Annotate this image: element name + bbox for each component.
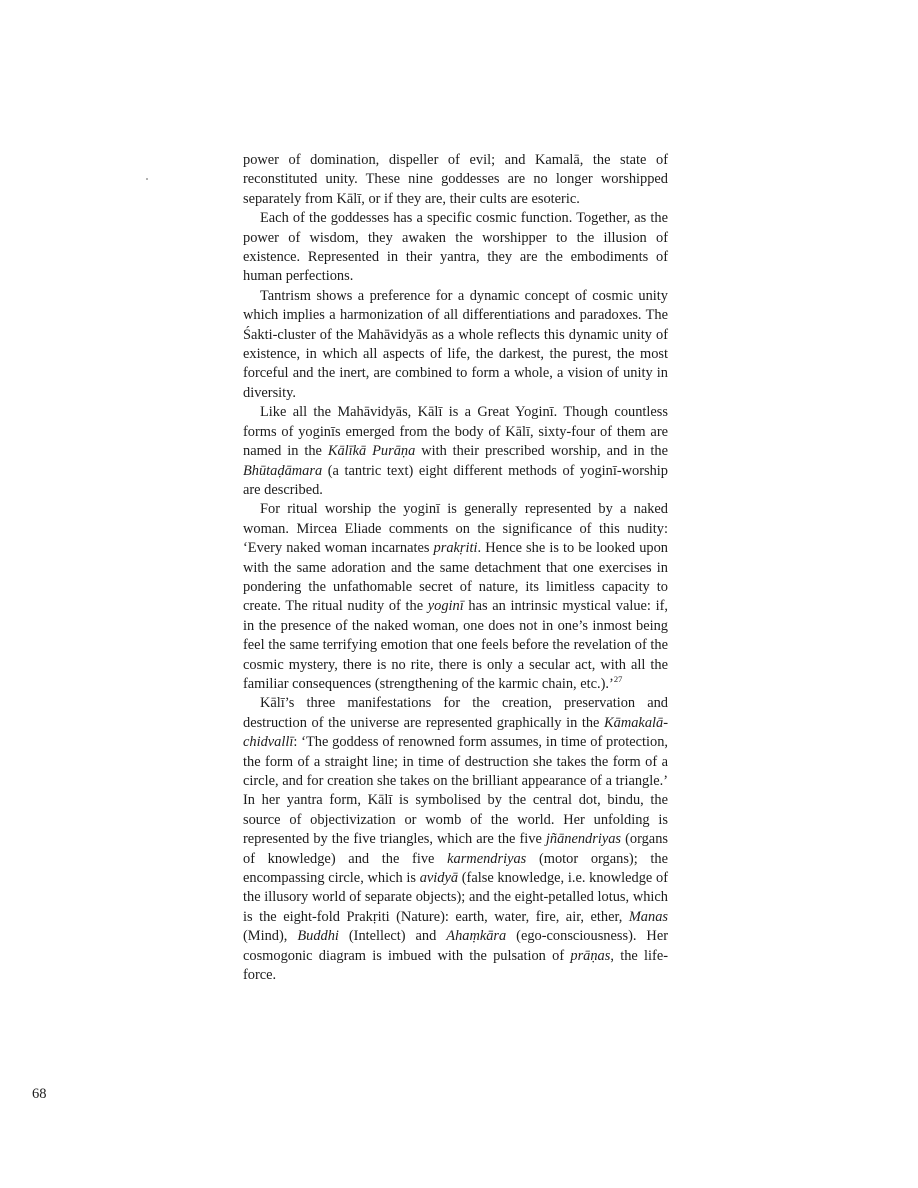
text-run: (organs of knowledge) and the five <box>243 831 668 867</box>
italic-term: avidyā <box>419 870 459 887</box>
text-run: Tantrism shows a preference for a dynamic concept of cosmic unity which implies a harmonization of all differentiations and paradoxes. The Śakti-cluster of the Mahāvidyās as a whole reflects this dynamic unity of existence, in which all aspects of life, the darkest, the purest, the most forceful and the inert, are combined to form a whole, a vision of unity in diversity. <box>243 287 668 401</box>
text-run: . Hence she is to be looked upon with the same adoration and the same detachment that one exercises in pondering the unfathomable secret of nature, its limitless capacity to create. The ritual nudity of the <box>243 540 668 615</box>
paragraph <box>243 694 668 985</box>
text-run: , the life-force. <box>243 947 669 984</box>
italic-term: Manas <box>628 908 668 925</box>
text-run: : ‘The goddess of renowned form assumes, in time of protection, the form of a straight line; in time of destruction she takes the form of a circle, and for creation she takes on the brilliant appearance of a triangle.’ In her yantra form, Kālī is symbolised by the central dot, bindu, the source of objectivization or womb of the world. Her unfolding is represented by the five triangles, which are the five <box>243 734 668 848</box>
italic-term: prakṛiti <box>433 540 478 557</box>
body-text <box>243 151 668 985</box>
text-run: Kālī’s three manifestations for the creation, preservation and destruction of the universe are represented graphically in the <box>243 695 668 731</box>
paragraph <box>243 209 668 287</box>
paragraph <box>243 151 668 209</box>
text-run: (Intellect) and <box>338 928 447 945</box>
text-run: has an intrinsic mystical value: if, in the presence of the naked woman, one does not in one’s inmost being feel the same terrifying emotion that one feels before the revelation of the cosmic mystery, there is no rite, there is only a secular act, with all the familiar consequences (strengthening of the karmic chain, etc.).’ <box>243 598 668 692</box>
text-run: For ritual worship the yoginī is generally represented by a naked woman. Mircea Eliade comments on the significance of this nudity: ‘Every naked woman incarnates <box>243 501 668 557</box>
italic-term: prāṇas <box>570 947 611 964</box>
text-run: (a tantric text) eight different methods of yoginī-worship are described. <box>243 462 668 498</box>
text-run: (ego-consciousness). Her cosmogonic diagram is imbued with the pulsation of <box>243 928 668 964</box>
scan-speck <box>146 178 148 180</box>
italic-term: jñānendriyas <box>545 831 622 848</box>
italic-term: Bhūtaḍāmara <box>243 462 323 479</box>
italic-term: Kālīkā Purāṇa <box>327 443 416 460</box>
page-number: 68 <box>32 1086 47 1102</box>
text-run: (false knowledge, i.e. knowledge of the illusory world of separate objects); and the eight-petalled lotus, which is the eight-fold Prakṛiti (Nature): earth, water, fire, air, ether, <box>243 870 668 925</box>
text-run: (motor organs); the encompassing circle, which is <box>243 850 668 887</box>
footnote-ref: 27 <box>613 674 623 685</box>
text-run: (Mind), <box>243 928 298 945</box>
text-run: power of domination, dispeller of evil; and Kamalā, the state of reconstituted unity. These nine goddesses are no longer worshipped separately from Kālī, or if they are, their cults are esoteric. <box>243 152 668 207</box>
italic-term: yoginī <box>427 598 464 615</box>
text-run: Like all the Mahāvidyās, Kālī is a Great Yoginī. Though countless forms of yoginīs emerged from the body of Kālī, sixty-four of them are named in the <box>243 404 668 460</box>
text-run: Each of the goddesses has a specific cosmic function. Together, as the power of wisdom, they awaken the worshipper to the illusion of existence. Represented in their yantra, they are the embodiments of human perfections. <box>243 210 668 285</box>
paragraph <box>243 403 668 500</box>
italic-term: Buddhi <box>297 928 339 945</box>
italic-term: karmendriyas <box>447 850 527 867</box>
italic-term: Kāmakalā-chidvallī <box>243 714 668 751</box>
paragraph <box>243 500 668 694</box>
paragraph <box>243 287 668 403</box>
italic-term: Ahaṃkāra <box>446 928 507 945</box>
text-run: with their prescribed worship, and in the <box>415 443 668 460</box>
